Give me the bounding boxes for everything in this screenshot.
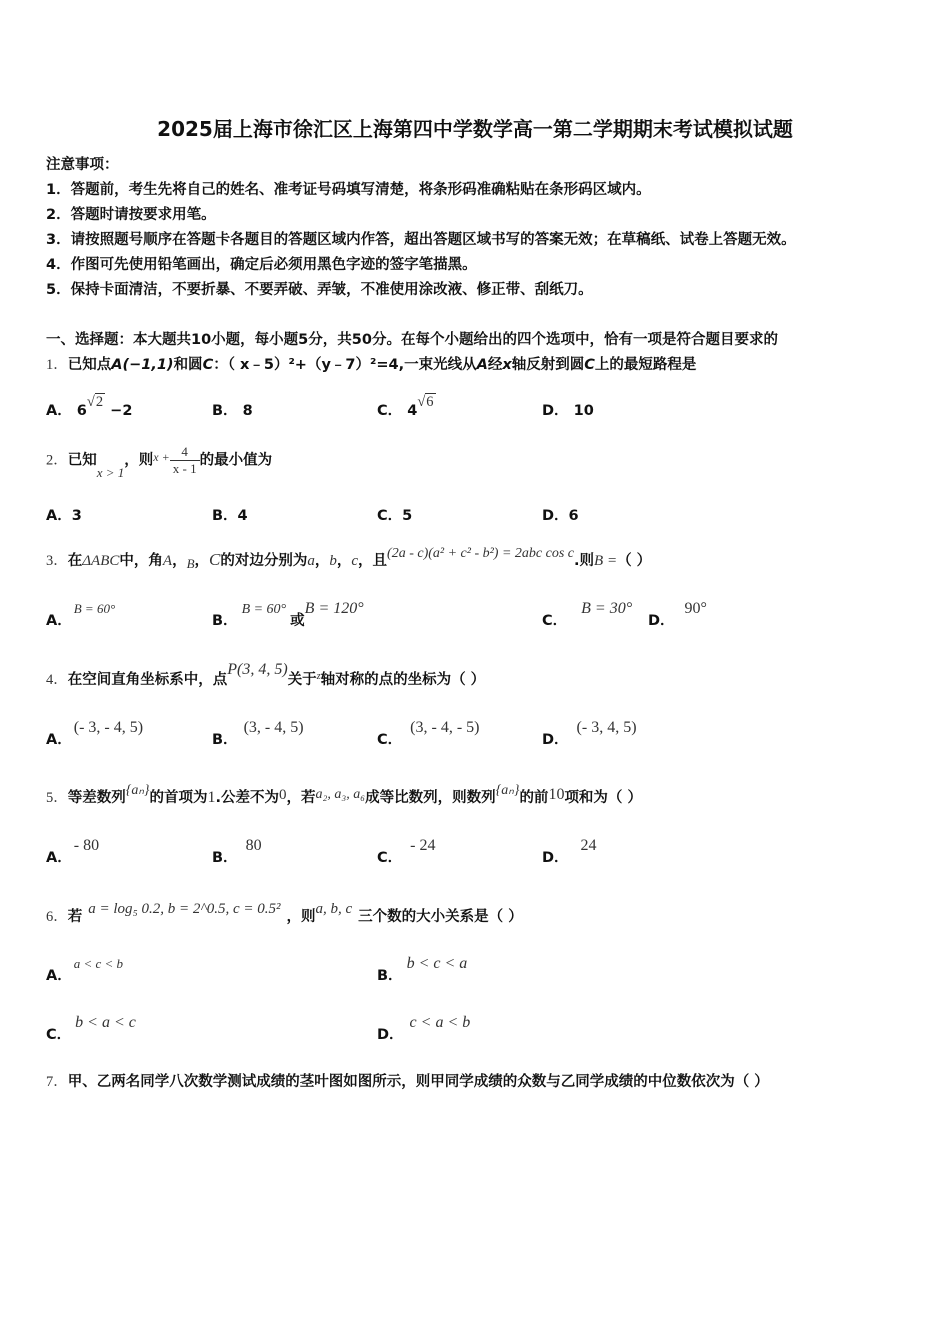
q6-expression: a = log₅ 0.2, b = 2^0.5, c = 0.5² (88, 901, 281, 917)
q1-equation: ：（ x﹣5）²+（y﹣7）²=4, (213, 357, 405, 373)
q2-option-b: B．4 (212, 508, 248, 524)
q1-text-tail: 上的最短路程是 (594, 357, 697, 373)
q1-text-mid3: 经 (487, 357, 503, 373)
q6-option-c: C．b < a < c (46, 1014, 136, 1043)
q2-option-d: D．6 (542, 508, 579, 524)
notes-heading: 注意事项： (46, 157, 119, 173)
notes-item-3: 3．请按照题号顺序在答题卡各题目的答题区域内作答，超出答题区域书写的答案无效；在草稿纸、试卷上答题无效。 (46, 232, 796, 248)
q4-option-a: A．(- 3, - 4, 5) (46, 719, 144, 748)
q1-option-c: C． 4√6 (377, 394, 434, 419)
section-heading: 一、选择题：本大题共10小题，每小题5分，共50分。在每个小题给出的四个选项中，恰有一项是符合题目要求的 (46, 332, 778, 348)
question-6: 6．若 a = log₅ 0.2, b = 2^0.5, c = 0.5² ，则a, b, c 三个数的大小关系是（ ） (46, 901, 523, 925)
sqrt-symbol: √6 (417, 394, 434, 410)
q2-fraction: $\frac{4}{x - 1}$ (170, 444, 200, 477)
question-1 (46, 353, 696, 374)
q2-condition: x > 1 (96, 464, 125, 480)
q4-option-c: C．(3, - 4, - 5) (377, 719, 480, 748)
q1-number: 1． (46, 357, 68, 373)
q4-option-d: D．(- 3, 4, 5) (542, 719, 637, 748)
q4-point-p: P(3, 4, 5) (227, 661, 288, 678)
question-7: 7．甲、乙两名同学八次数学测试成绩的茎叶图如图所示，则甲同学成绩的众数与乙同学成绩的中位数依次为（ ） (46, 1074, 769, 1090)
notes-item-4: 4．作图可先使用铅笔画出，确定后必须用黑色字迹的签字笔描黑。 (46, 257, 477, 273)
notes-item-1: 1．答题前，考生先将自己的姓名、准考证号码填写清楚，将条形码准确粘贴在条形码区域内。 (46, 182, 651, 198)
q1-circle-c: C (202, 357, 214, 373)
q3-option-b: B．B = 60°或B = 120° (212, 600, 364, 629)
page-title: 2025届上海市徐汇区上海第四中学数学高一第二学期期末考试模拟试题 (157, 117, 793, 141)
q1-text-mid2: 一束光线从 (404, 357, 477, 373)
q3-equation: (2a - c)(a² + c² - b²) = 2abc cos c (387, 546, 575, 561)
q5-sequence-2: {aₙ} (495, 783, 520, 798)
notes-item-2: 2．答题时请按要求用笔。 (46, 207, 216, 223)
q3-option-a: A．B = 60° (46, 601, 116, 629)
q1-option-b: B． 8 (212, 403, 253, 419)
q2-option-c: C．5 (377, 508, 413, 524)
q3-option-c: C．B = 30° (542, 600, 633, 629)
q1-x-axis: x (502, 357, 512, 373)
q5-option-d: D．24 (542, 837, 597, 866)
q5-sequence: {aₙ} (125, 783, 150, 798)
q5-option-a: A．- 80 (46, 837, 100, 866)
q6-option-d: D．c < a < b (377, 1014, 471, 1043)
q2-option-a: A．3 (46, 508, 82, 524)
q6-option-a: A．a < c < b (46, 956, 124, 984)
q3-option-d: D．90° (648, 600, 707, 629)
q5-option-c: C．- 24 (377, 837, 436, 866)
q1-point-a: A(−1,1) (111, 357, 174, 373)
notes-item-5: 5．保持卡面清洁，不要折暴、不要弄破、弄皱，不准使用涂改液、修正带、刮纸刀。 (46, 282, 593, 298)
q1-text-mid4: 轴反射到圆 (511, 357, 585, 373)
question-5: 5．等差数列{aₙ}的首项为1.公差不为0，若a₂, a₃, a₆成等比数列，则数列{aₙ}的前10项和为（ ） (46, 783, 642, 806)
q1-text-mid1: 和圆 (173, 357, 203, 373)
sqrt-symbol: √2 (86, 394, 104, 410)
q1-circle-c2: C (584, 357, 595, 373)
q1-option-a: A． 6√2 −2 (46, 394, 133, 419)
q6-option-b: B．b < c < a (377, 955, 468, 984)
q1-point-a2: A (476, 357, 488, 373)
q5-terms: a₂, a₃, a₆ (315, 787, 366, 802)
question-3: 3．在ΔABC中，角A，B，C的对边分别为a，b，c，且(2a - c)(a² + c² - b²) = 2abc cos c.则B =（ ） (46, 546, 652, 571)
q6-variables: a, b, c (315, 901, 353, 917)
q5-option-b: B．80 (212, 837, 262, 866)
q1-option-d: D． 10 (542, 403, 594, 419)
question-2: 2．已知x > 1，则$^{x +}$ $\frac{4}{x - 1}$ 的最小值为 (46, 444, 273, 480)
question-4: 4．在空间直角坐标系中，点P(3, 4, 5)关于$^z$轴对称的点的坐标为（ ） (46, 661, 486, 688)
q1-text-pre: 已知点 (67, 357, 112, 373)
q4-option-b: B．(3, - 4, 5) (212, 719, 304, 748)
